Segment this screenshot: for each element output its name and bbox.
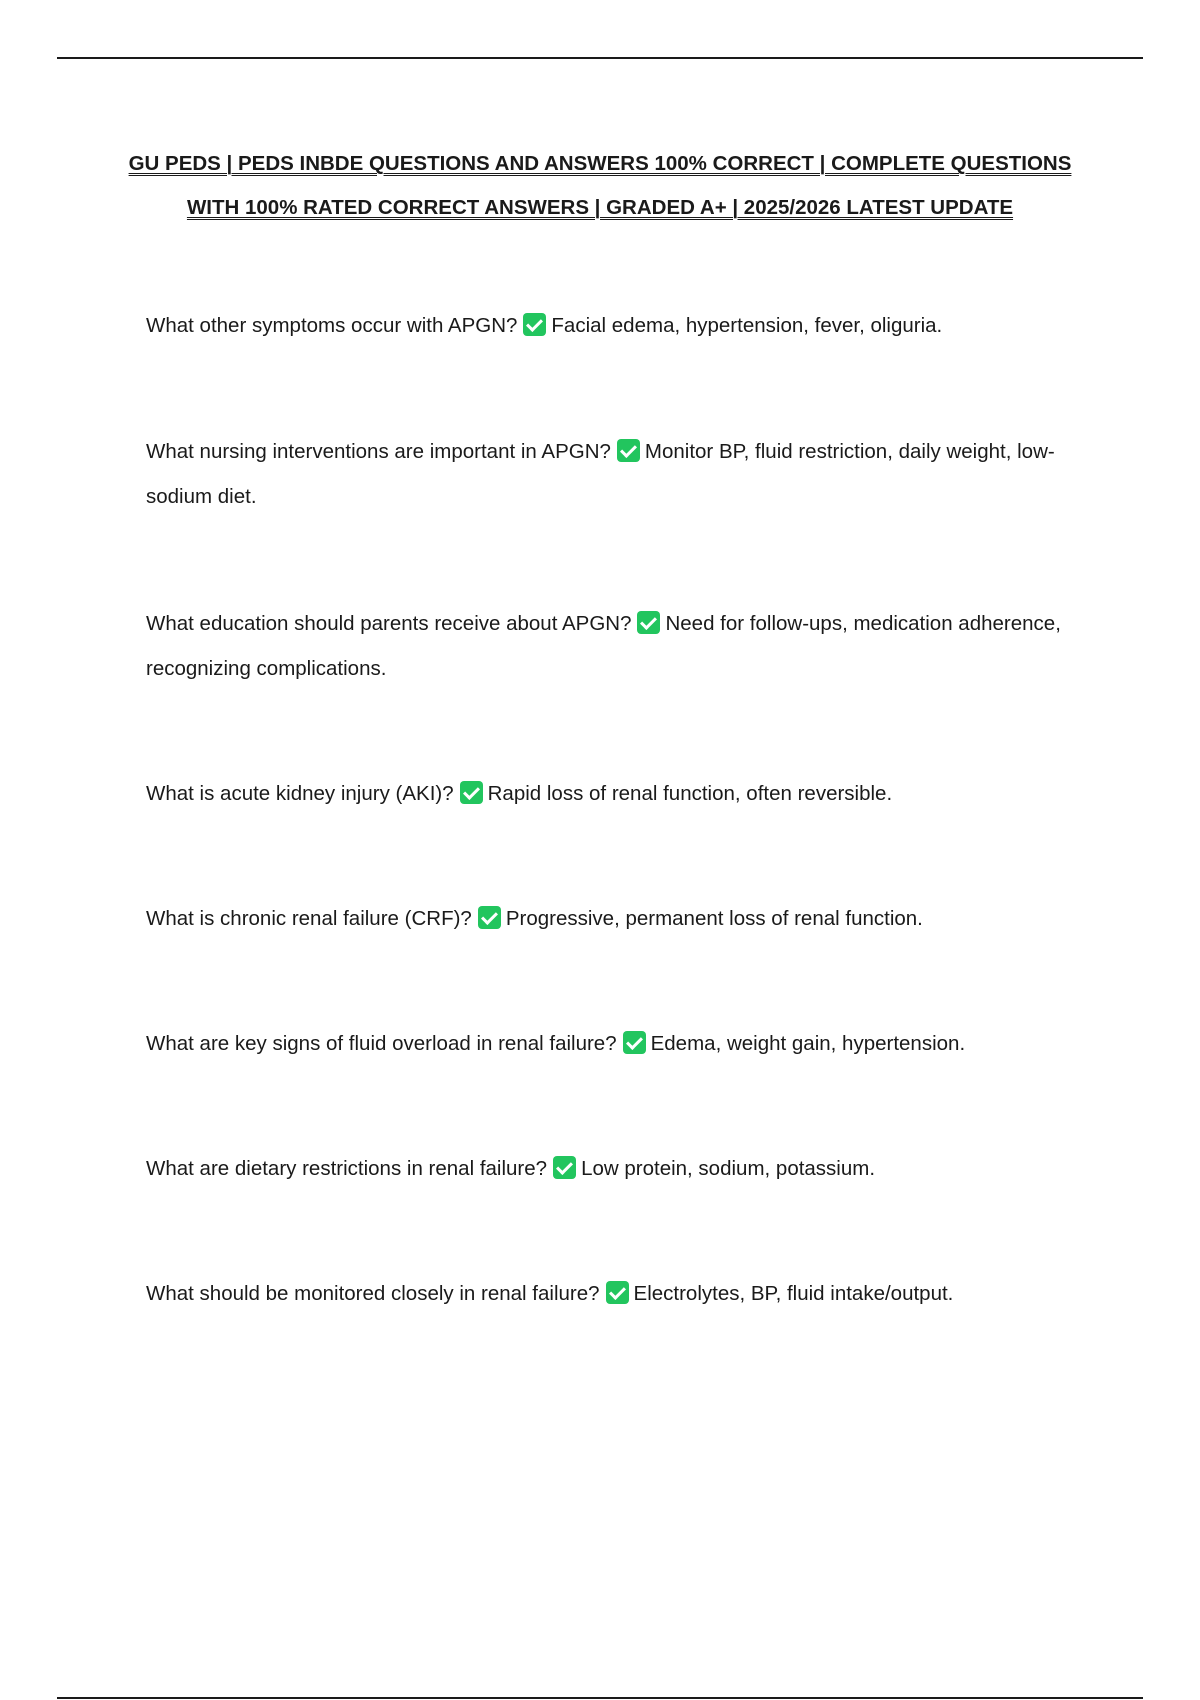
question-text: What education should parents receive about APGN? xyxy=(146,612,632,635)
qa-item xyxy=(146,771,1066,816)
answer-text: Facial edema, hypertension, fever, oliguria. xyxy=(551,314,943,337)
question-text: What is chronic renal failure (CRF)? xyxy=(146,907,472,930)
top-divider xyxy=(57,57,1143,59)
question-text: What are key signs of fluid overload in renal failure? xyxy=(146,1032,617,1055)
check-mark-icon xyxy=(623,1031,646,1054)
check-mark-icon xyxy=(523,313,546,336)
answer-text: Electrolytes, BP, fluid intake/output. xyxy=(633,1282,954,1305)
check-mark-icon xyxy=(553,1156,576,1179)
answer-text: Monitor BP, fluid restriction, daily weight, low-sodium diet. xyxy=(146,440,1055,508)
qa-item xyxy=(146,1271,1066,1316)
question-text: What other symptoms occur with APGN? xyxy=(146,314,518,337)
title-line-1: GU PEDS | PEDS INBDE QUESTIONS AND ANSWERS 100% CORRECT | COMPLETE QUESTIONS xyxy=(128,152,1072,175)
check-mark-icon xyxy=(606,1281,629,1304)
qa-item xyxy=(146,601,1066,691)
question-text: What should be monitored closely in renal failure? xyxy=(146,1282,600,1305)
qa-item xyxy=(146,896,1066,941)
answer-text: Progressive, permanent loss of renal function. xyxy=(505,907,923,930)
question-text: What are dietary restrictions in renal failure? xyxy=(146,1157,548,1180)
qa-item xyxy=(146,303,1066,348)
qa-item xyxy=(146,1021,1066,1066)
check-mark-icon xyxy=(478,906,501,929)
title-line-2: WITH 100% RATED CORRECT ANSWERS | GRADED A+ | 2025/2026 LATEST UPDATE xyxy=(186,196,1014,219)
qa-item xyxy=(146,1146,1066,1191)
check-mark-icon xyxy=(460,781,483,804)
bottom-divider xyxy=(57,1697,1143,1699)
question-text: What nursing interventions are important in APGN? xyxy=(146,440,611,463)
answer-text: Need for follow-ups, medication adherence, recognizing complications. xyxy=(146,612,1061,680)
check-mark-icon xyxy=(617,439,640,462)
question-text: What is acute kidney injury (AKI)? xyxy=(146,782,454,805)
answer-text: Edema, weight gain, hypertension. xyxy=(650,1032,966,1055)
qa-item xyxy=(146,429,1066,519)
answer-text: Rapid loss of renal function, often reversible. xyxy=(487,782,893,805)
answer-text: Low protein, sodium, potassium. xyxy=(581,1157,876,1180)
document-title xyxy=(100,142,1100,230)
check-mark-icon xyxy=(637,611,660,634)
